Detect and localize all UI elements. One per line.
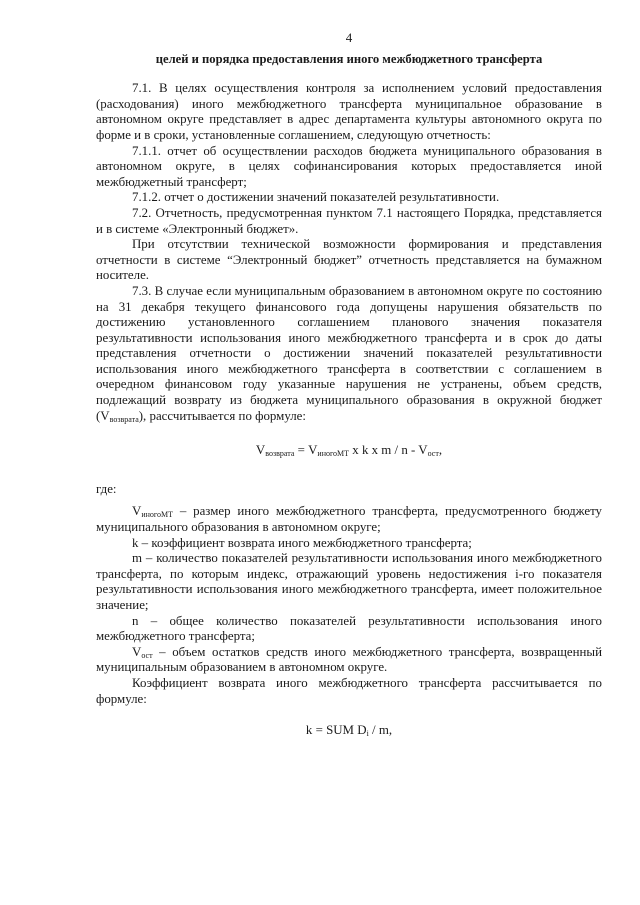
paragraph-7-1-1: 7.1.1. отчет об осуществлении расходов бюджета муниципального образования в автономном округе, в целях софинансирования которых предоставляется иной межбюджетный трансферт; — [96, 143, 602, 189]
formula-v: V — [255, 443, 266, 458]
coefficient-formula-rhs: / m, — [368, 723, 393, 738]
coefficient-paragraph: Коэффициент возврата иного межбюджетного трансферта рассчитывается по формуле: — [96, 675, 602, 706]
paragraph-7-3 — [96, 284, 602, 424]
paragraph-7-2-paper: При отсутствии технической возможности формирования и представления отчетности в системе “Электронный бюджет” отчетность представляется на бумажном носителе. — [96, 237, 602, 283]
definition-k: k – коэффициент возврата иного межбюджетного трансферта; — [132, 535, 472, 550]
paragraph-7-1-2: 7.1.2. отчет о достижении значений показателей результативности. — [132, 190, 500, 205]
coefficient-formula-lhs: k = SUM D — [305, 723, 367, 738]
formula-eq-subscript: иногоМТ — [317, 449, 350, 459]
definition-n: n – общее количество показателей результативности использования иного межбюджетного трансферта; — [96, 613, 602, 644]
v-return-subscript: возврата — [109, 414, 139, 424]
section-heading: целей и порядка предоставления иного межбюджетного трансферта — [155, 51, 543, 66]
paragraph-7-3-text: 7.3. В случае если муниципальным образованием в автономном округе по состоянию на 31 декабря текущего финансового года допущены нарушения обязательств по достижению установленного соглашением планового значения показателя результативности использования иного межбюджетного трансферта и в срок до даты представления отчетности о достижении значений показателей результативности использования иного межбюджетного трансферта в соответствии с соглашением в очередном финансовом году указанные нарушения не устранены, объем средств, подлежащий возврату из бюджета муниципального образования в окружной бюджет (V — [96, 283, 602, 423]
document-page — [96, 30, 602, 739]
where-label: где: — [96, 481, 117, 496]
definition-v-remainder — [96, 645, 602, 676]
definition-vost-text: – объем остатков средств иного межбюджетного трансферта, возвращенный муниципальным образованием в автономном округе. — [96, 644, 602, 675]
paragraph-7-2: 7.2. Отчетность, предусмотренная пунктом 7.1 настоящего Порядка, представляется и в системе «Электронный бюджет». — [96, 205, 602, 236]
definition-v-subscript: иногоМТ — [141, 510, 173, 520]
formula-eq: = V — [294, 443, 318, 458]
return-formula — [96, 443, 602, 459]
page-number: 4 — [345, 30, 353, 45]
definition-v-symbol: V — [132, 504, 142, 519]
formula-end: , — [438, 443, 443, 458]
formula-rest-subscript: ост — [427, 449, 439, 459]
formula-v-subscript: возврата — [265, 449, 295, 459]
paragraph-7-3-tail: ), рассчитывается по формуле: — [138, 408, 306, 423]
definition-v-text: – размер иного межбюджетного трансферта, предусмотренного бюджету муниципального образования в автономном округе; — [96, 504, 602, 535]
coefficient-formula-subscript: i — [366, 729, 369, 739]
coefficient-formula — [96, 723, 602, 739]
definition-vost-subscript: ост — [141, 650, 153, 660]
definition-v-transfer — [96, 504, 602, 535]
definition-vost-symbol: V — [132, 644, 142, 659]
paragraph-7-1: 7.1. В целях осуществления контроля за исполнением условий предоставления (расходования) иного межбюджетного трансферта муниципальное образование в автономном округе представляет в адрес департамента культуры автономного округа по форме и в сроки, установленные соглашением, следующую отчетность: — [96, 81, 602, 142]
definition-m: m – количество показателей результативности использования иного межбюджетного трансферта, по которым индекс, отражающий уровень недостижения i-го показателя результативности использования иного межбюджетного трансферта, имеет положительное значение; — [96, 551, 602, 612]
formula-rest: x k x m / n - V — [349, 443, 428, 458]
